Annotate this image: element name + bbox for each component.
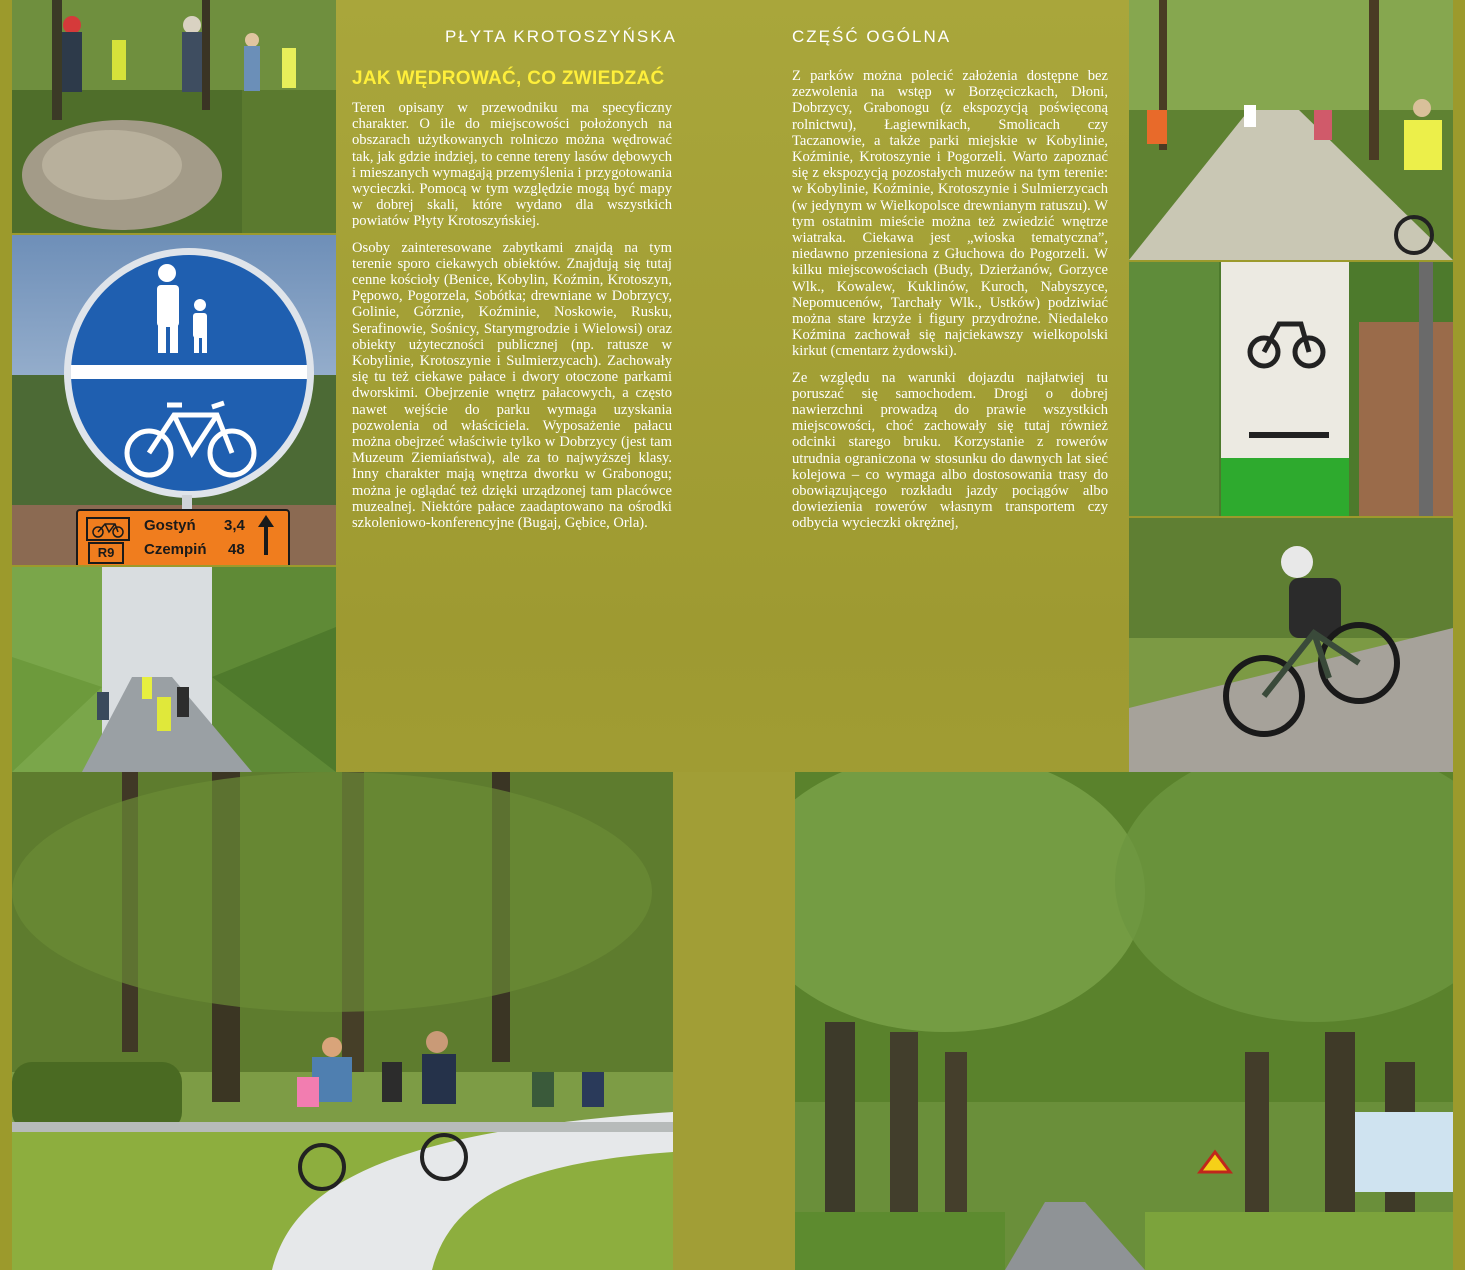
- left-paragraph-1: Teren opisany w przewodniku ma specyficzny charakter. O ile do miejscowości położonych na obszarach użytkowanych rolniczo można wędrować tak, jak gdzie indziej, to cenne tereny lasów dębowych i mieszanych wymagają przemyślenia i przygotowania wycieczki. Pomocą w tym względzie mogą być mapy w dobrej skali, które wydano dla wszystkich powiatów Płyty Krotoszyńskiej.: [352, 100, 672, 230]
- photo-cyclists-path: [12, 567, 336, 772]
- photo-family-cycling: [12, 772, 673, 1270]
- section-title: JAK WĘDROWAĆ, CO ZWIEDZAĆ: [352, 68, 665, 89]
- photo-road-sign: [12, 235, 336, 565]
- arrow-up-head: [258, 515, 274, 527]
- photo-hikers-forest: [12, 0, 336, 233]
- running-header-left: PŁYTA KROTOSZYŃSKA: [445, 27, 677, 46]
- sign-place-2: Czempiń: [144, 541, 207, 558]
- sign-place-1: Gostyń: [144, 517, 196, 534]
- sign-km-1: 3,4: [224, 517, 245, 534]
- running-header-right: CZĘŚĆ OGÓLNA: [792, 27, 952, 46]
- left-paragraph-2: Osoby zainteresowane zabytkami znajdą na tym terenie sporo ciekawych obiektów. Znajdują się tutaj cenne kościoły (Benice, Kobylin, Koźmin, Krotoszyn, Pępowo, Pogorzela, Sobótka; drewniane w Dobrzycy, Golinie, Górznie, Koźminie, Noskowie, Rusku, Serafinowie, Sośnicy, Starymgrodzie i Wielowsi) oraz obiekty użyteczności publicznej (np. ratusze w Kobylinie, Krotoszynie i Sulmierzycach). Zachowały się tu też ciekawe pałace i dwory otoczone parkami dworskimi. Obejrzenie wnętrz pałacowych, a często nawet wejście do parku wymaga uzyskania pozwolenia od właściciela. Wyposażenie pałacu można obejrzeć właściwie tylko w Dobrzycy (jest tam Muzeum Ziemiaństwa), ale za to najwyższej klasy. Inny charakter mają wnętrza dworku w Grabonogu; można je oglądać też dzięki urządzonej tam placówce muzealnej. Niektóre pałace zaadaptowano na ośrodki szkoleniowo-konferencyjne (Bugaj, Gębice, Orla).: [352, 239, 672, 532]
- photo-tree-avenue: [795, 772, 1453, 1270]
- direction-sign: [76, 509, 290, 565]
- right-text-column: [792, 68, 1108, 558]
- right-paragraph-2: Ze względu na warunki dojazdu najłatwiej tu poruszać się samochodem. Drogi o dobrej nawierzchni prowadzą do prawie wszystkich miejscowości, choć zachowały się tutaj również odcinki starego bruku. Korzystanie z rowerów utrudnia ograniczona w stosunku do dawnych lat sieć kolejowa – co wymaga albo dostosowania trasy do obowiązującego rozkładu jazdy pociągów albo dowiezienia rowerów własnym transportem czy odbycia wycieczki okrężnej,: [792, 369, 1108, 532]
- route-number: R9: [88, 542, 124, 564]
- sign-km-2: 48: [228, 541, 245, 558]
- photo-cyclists-forest-road: [1129, 0, 1453, 260]
- photo-cyclist-gravel: [1129, 518, 1453, 772]
- photo-trail-marker: [1129, 262, 1453, 516]
- bicycle-route-icon: [86, 517, 130, 541]
- spine-strip: [673, 772, 795, 1270]
- right-paragraph-1: Z parków można polecić założenia dostępne bez zezwolenia na wstęp w Borzęciczkach, Dłoni, Dobrzycy, Grabonogu (z ekspozycją poświęconą rolnictwu), Łagiewnikach, Smolicach czy Taczanowie, a także parki miejskie w Kobylinie, Koźminie, Krotoszynie i Pogorzeli. Warto zapoznać się z ekspozycją pozostałych muzeów na tym terenie: w Kobylinie, Koźminie, Krotoszynie i Sulmierzycach (w jedynym w Wielkopolsce drewnianym ratuszu). W tym ostatnim mieście można też zwiedzić wnętrze wiatraka. Ciekawa jest „wioska tematyczna”, niedawno przeniesiona z Głuchowa do Pogorzeli. W kilku miejscowościach (Budy, Dzierżanów, Gorzyce Wlk., Kowalew, Kuklinów, Kuroch, Nabyszyce, Nepomucenów, Tarchały Wlk., Ustków) podziwiać można stare krzyże i figury przydrożne. Niedaleko Koźmina zachował się najciekawszy wielkopolski kirkut (cmentarz żydowski).: [792, 68, 1108, 360]
- left-text-column: [352, 100, 672, 541]
